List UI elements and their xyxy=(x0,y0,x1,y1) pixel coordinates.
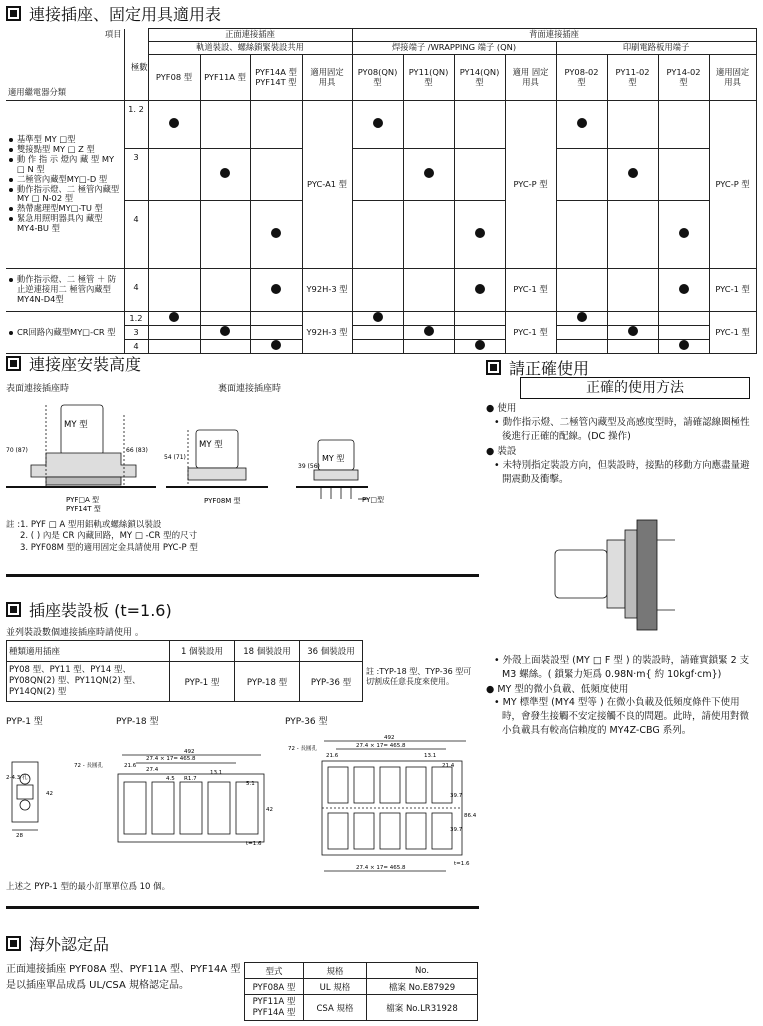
fig-label: MY 型 xyxy=(64,420,88,430)
dim-label: 27.4 × 17= 465.8 xyxy=(146,756,196,762)
usage-item: • 動作指示燈、二極管內藏型及高感度型時，請確認線圈極性後進行正確的配線。(DC 操作) xyxy=(494,416,750,442)
dim-label: 42 xyxy=(266,807,273,813)
pole-cell: 4 xyxy=(124,340,148,354)
section-header-mount-plate xyxy=(6,598,172,621)
col-header: PYF14A 型 PYF14T 型 xyxy=(250,55,302,101)
back-label: 裏面連接插座時 xyxy=(218,384,282,394)
list-item: 基準型 MY □型 xyxy=(8,135,122,145)
mount-plate-drawings xyxy=(6,727,476,877)
pole-cell: 3 xyxy=(124,326,148,340)
header-18: 18 個裝設用 xyxy=(235,641,300,662)
relay-group-2 xyxy=(6,269,124,312)
header-type: 種類適用插座 xyxy=(7,641,170,662)
compat-dot xyxy=(424,168,434,178)
section-header-socket-table xyxy=(6,2,221,25)
section-title: 海外認定品 xyxy=(29,935,110,954)
header-36: 36 個裝設用 xyxy=(300,641,363,662)
usage-block xyxy=(486,402,756,487)
header-back: 背面連接插座 xyxy=(352,29,756,42)
fixture-cell: PYC-1 型 xyxy=(505,269,556,312)
compat-dot xyxy=(679,228,689,238)
relay-group-1 xyxy=(6,101,124,269)
section-title: 插座裝設板 (t=1.6) xyxy=(29,601,172,620)
note-line: 3. PYF08M 型的適用固定金具請使用 PYC-P 型 xyxy=(20,542,198,553)
col-header: 適用固定 用具 xyxy=(709,55,756,101)
dim-label: 4.5 xyxy=(166,776,175,782)
header-type: 型式 xyxy=(245,963,304,979)
fig-label: MY 型 xyxy=(199,440,223,450)
fig-caption: PYF08M 型 xyxy=(204,497,241,505)
dim-label: 492 xyxy=(384,735,395,741)
surface-item: • 外殼上面裝設型 (MY □ F 型 ) 的裝設時，請確實鎖緊 2 支 M3 螺絲。( 鎖緊力矩爲 0.98N·m{ 約 10kgf·cm}) xyxy=(494,655,750,680)
col-header: PY08(QN) 型 xyxy=(352,55,403,101)
compat-dot xyxy=(424,326,434,336)
col-header: PY11-02 型 xyxy=(607,55,658,101)
socket-list: PY08 型、PY11 型、PY14 型、PY08QN(2) 型、PY11QN(2) 型、PY14QN(2) 型 xyxy=(7,662,170,702)
section-title: 請正確使用 xyxy=(509,359,590,378)
header-front-sub: 軌道裝設、螺絲鎖緊裝設共用 xyxy=(148,42,352,55)
fig-caption: PY□型 xyxy=(362,496,384,504)
dim-label: 39.7 xyxy=(450,827,463,833)
plate-value: PYP-36 型 xyxy=(300,662,363,702)
col-header: PY08-02 型 xyxy=(556,55,607,101)
dim-label: 21.4 xyxy=(442,763,455,769)
dim-label: 86.4 xyxy=(464,813,476,819)
fig-label-pyp36: PYP-36 型 xyxy=(285,717,328,727)
certification-table xyxy=(244,962,478,1021)
header-std: 規格 xyxy=(304,963,367,979)
header-front: 正面連接插座 xyxy=(148,29,352,42)
section-square-icon xyxy=(6,6,21,21)
compat-dot xyxy=(373,118,383,128)
dim-label: 13.1 xyxy=(210,770,223,776)
compat-dot xyxy=(679,284,689,294)
cert-no: 檔案 No.E87929 xyxy=(367,979,478,995)
dim-label: 2-4.3 孔 xyxy=(6,775,28,781)
note-line: 註 :1. PYF □ A 型用鋁軌或螺絲鎖以裝設 xyxy=(6,520,162,530)
fixture-cell: PYC-P 型 xyxy=(709,101,756,269)
plate-note: 註 :TYP-18 型、TYP-36 型可切割成任意長度來使用。 xyxy=(366,667,472,687)
dim-label: 70 (87) xyxy=(6,447,28,454)
cert-type: PYF11A 型 PYF14A 型 xyxy=(245,995,304,1021)
list-item: 動作指示燈、二 極管內藏型 MY □ N-02 型 xyxy=(8,185,122,205)
header-1: 1 個裝設用 xyxy=(170,641,235,662)
relay-group-3 xyxy=(6,312,124,354)
surface-mount-figure xyxy=(545,510,715,640)
section-header-correct-use xyxy=(486,356,589,379)
compat-dot xyxy=(271,340,281,350)
compat-dot xyxy=(577,312,587,322)
list-item: 熱帶處理型MY□-TU 型 xyxy=(8,204,122,214)
section-title: 連接座安裝高度 xyxy=(29,355,142,374)
fig-caption: PYF14T 型 xyxy=(66,505,101,513)
header-no: No. xyxy=(367,963,478,979)
col-header: PY11(QN) 型 xyxy=(403,55,454,101)
dim-label: t=1.6 xyxy=(454,861,470,867)
fig-label-pyp1: PYP-1 型 xyxy=(6,717,43,727)
fixture-cell: PYC-1 型 xyxy=(709,312,756,354)
pole-cell: 1. 2 xyxy=(124,101,148,149)
dim-label: 492 xyxy=(184,749,195,755)
compat-dot xyxy=(475,340,485,350)
compat-dot xyxy=(475,228,485,238)
compat-dot xyxy=(169,118,179,128)
plate-footer: 上述之 PYP-1 型的最小訂單單位爲 10 個。 xyxy=(6,882,171,892)
pole-cell: 4 xyxy=(124,269,148,312)
col-header: 適用固定 用具 xyxy=(302,55,352,101)
section-title: 連接插座、固定用具適用表 xyxy=(29,5,222,24)
dim-label: 39 (56) xyxy=(298,463,320,470)
compat-dot xyxy=(577,118,587,128)
plate-intro: 並列裝設數個連接插座時請使用 。 xyxy=(6,628,144,638)
divider xyxy=(6,906,479,909)
header-item: 項目 xyxy=(6,29,124,42)
cert-no: 檔案 No.LR31928 xyxy=(367,995,478,1021)
list-item: 動 作 指 示 燈內 藏 型 MY □ N 型 xyxy=(8,155,122,175)
fixture-cell: Y92H-3 型 xyxy=(302,312,352,354)
col-header: PY14-02 型 xyxy=(658,55,709,101)
section-square-icon xyxy=(486,360,501,375)
usage-block-2 xyxy=(486,654,756,738)
pole-cell: 3 xyxy=(124,149,148,201)
fixture-cell: PYC-1 型 xyxy=(505,312,556,354)
dim-label: 27.4 xyxy=(146,767,159,773)
dim-label: 42 xyxy=(46,791,53,797)
header-back-sub2: 印刷電路板用端子 xyxy=(556,42,756,55)
pole-cell: 1.2 xyxy=(124,312,148,326)
compat-dot xyxy=(220,326,230,336)
section-header-overseas xyxy=(6,932,109,955)
dim-label: 21.6 xyxy=(124,763,137,769)
header-relay: 適用繼電器分類 xyxy=(6,55,124,101)
list-item: 緊急用照明器具內 藏型 MY4-BU 型 xyxy=(8,214,122,234)
compat-dot xyxy=(628,168,638,178)
dim-label: 13.1 xyxy=(424,753,437,759)
header-back-sub1: 焊接端子 /WRAPPING 端子 (QN) xyxy=(352,42,556,55)
cert-type: PYF08A 型 xyxy=(245,979,304,995)
dim-label: 39.7 xyxy=(450,793,463,799)
divider xyxy=(6,574,479,577)
fig-caption: PYF□A 型 xyxy=(66,496,99,504)
fixture-cell: Y92H-3 型 xyxy=(302,269,352,312)
note-line: 2. ( ) 內是 CR 內藏回路，MY □ -CR 型的尺寸 xyxy=(20,531,198,542)
dim-label: 21.6 xyxy=(326,753,339,759)
micro-heading: ● MY 型的微小負載、低頻度使用 xyxy=(486,683,629,695)
mount-height-figures xyxy=(6,395,476,520)
compat-dot xyxy=(679,340,689,350)
socket-compat-table xyxy=(6,28,757,354)
list-item: 二極管內藏型MY□-D 型 xyxy=(8,175,122,185)
micro-item: • MY 標準型 (MY4 型等 ) 在微小負載及低頻度條件下使用時，會發生接觸不安定接觸不良的問題。此時，請使用對微小負載具有較高信賴度的 MY4Z-CBG 系列。 xyxy=(494,697,750,736)
dim-label: 72 - 長圓孔 xyxy=(288,746,317,752)
dim-label: 28 xyxy=(16,833,23,839)
compat-dot xyxy=(220,168,230,178)
compat-dot xyxy=(169,312,179,322)
col-header: PY14(QN) 型 xyxy=(454,55,505,101)
dim-label: 72 - 長圓孔 xyxy=(74,763,103,769)
dim-label: 27.4 × 17= 465.8 xyxy=(356,743,406,749)
col-header: PYF11A 型 xyxy=(200,55,250,101)
dim-label: R1.7 xyxy=(184,776,197,782)
compat-dot xyxy=(271,228,281,238)
dim-label: t=1.6 xyxy=(246,841,262,847)
usage-heading: ● 使用 xyxy=(486,403,517,414)
fixture-cell: PYC-1 型 xyxy=(709,269,756,312)
correct-use-box: 正確的使用方法 xyxy=(520,377,750,399)
mount-item: • 未特別指定裝設方向，但裝設時，接點的移動方向應盡量避開震動及衝擊。 xyxy=(494,460,750,485)
list-item: 雙接點型 MY □ Z 型 xyxy=(8,145,122,155)
list-item: 動作指示燈、二 極管 ＋ 防止逆連接用二 極管內藏型MY4N-D4型 xyxy=(8,275,122,305)
overseas-body: 正面連接插座 PYF08A 型、PYF11A 型、PYF14A 型是以插座單品成爲 UL/CSA 規格認定品。 xyxy=(6,964,241,991)
compat-dot xyxy=(628,326,638,336)
mount-plate-table xyxy=(6,640,363,702)
fig-label-pyp18: PYP-18 型 xyxy=(116,717,159,727)
plate-value: PYP-18 型 xyxy=(235,662,300,702)
front-label: 表面連接插座時 xyxy=(6,384,70,394)
header-poles: 極數 xyxy=(124,55,148,101)
col-header: 適用 固定 用具 xyxy=(505,55,556,101)
plate-value: PYP-1 型 xyxy=(170,662,235,702)
fixture-cell: PYC-A1 型 xyxy=(302,101,352,269)
fig-label: MY 型 xyxy=(322,454,345,463)
dim-label: 5.1 xyxy=(246,781,255,787)
compat-dot xyxy=(475,284,485,294)
dim-label: 27.4 × 17= 465.8 xyxy=(356,865,406,871)
fixture-cell: PYC-P 型 xyxy=(505,101,556,269)
dim-label: 66 (83) xyxy=(126,447,148,454)
pole-cell: 4 xyxy=(124,201,148,269)
mount-notes xyxy=(6,520,198,554)
mount-heading: ● 裝設 xyxy=(486,446,517,458)
section-square-icon xyxy=(6,936,21,951)
section-square-icon xyxy=(6,602,21,617)
dim-label: 54 (71) xyxy=(164,454,186,461)
cert-std: UL 規格 xyxy=(304,979,367,995)
col-header: PYF08 型 xyxy=(148,55,200,101)
compat-dot xyxy=(373,312,383,322)
compat-dot xyxy=(271,284,281,294)
cert-std: CSA 規格 xyxy=(304,995,367,1021)
list-item: CR回路內藏型MY□-CR 型 xyxy=(8,328,122,338)
section-square-icon xyxy=(6,356,21,371)
section-header-mount-height xyxy=(6,352,141,375)
